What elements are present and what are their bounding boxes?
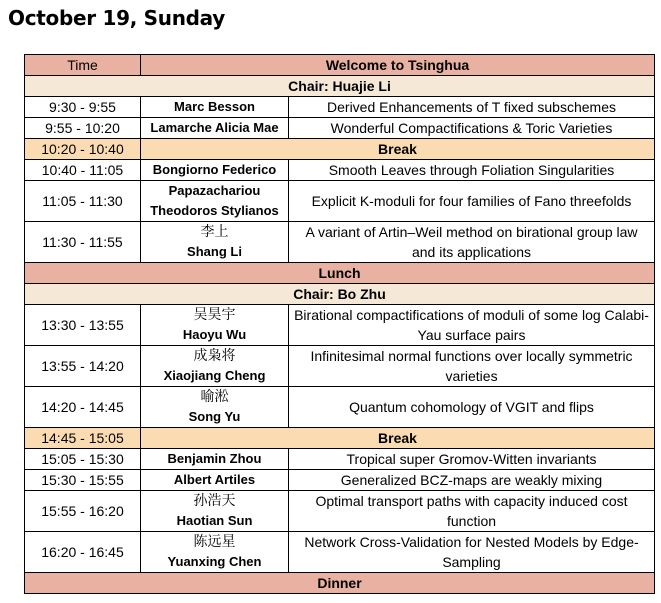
talk-time: 11:05 - 11:30 bbox=[25, 181, 141, 222]
talk-title: Tropical super Gromov-Witten invariants bbox=[289, 449, 655, 470]
welcome-header: Welcome to Tsinghua bbox=[141, 55, 655, 76]
talk-speaker bbox=[141, 532, 289, 573]
talk-title: A variant of Artin–Weil method on birational group law and its applications bbox=[289, 222, 655, 263]
talk-speaker bbox=[141, 346, 289, 387]
break-label: Break bbox=[141, 428, 655, 449]
talk-title: Explicit K-moduli for four families of Fano threefolds bbox=[289, 181, 655, 222]
talk-speaker bbox=[141, 181, 289, 222]
talk-speaker bbox=[141, 491, 289, 532]
time-header: Time bbox=[25, 55, 141, 76]
talk-time: 15:30 - 15:55 bbox=[25, 470, 141, 491]
lunch-row bbox=[25, 263, 655, 284]
talk-title: Wonderful Compactifications & Toric Varieties bbox=[289, 118, 655, 139]
talk-time: 13:30 - 13:55 bbox=[25, 305, 141, 346]
talk-time: 11:30 - 11:55 bbox=[25, 222, 141, 263]
talk-time: 9:55 - 10:20 bbox=[25, 118, 141, 139]
speaker-chinese-name: 陈远星 bbox=[193, 534, 236, 550]
talk-row bbox=[25, 491, 655, 532]
talk-speaker: Marc Besson bbox=[141, 97, 289, 118]
schedule-table bbox=[24, 54, 655, 594]
speaker-line-1: Papazachariou bbox=[168, 183, 261, 198]
session-chair: Chair: Bo Zhu bbox=[25, 284, 655, 305]
day-title: October 19, Sunday bbox=[8, 6, 225, 30]
talk-speaker: Bongiorno Federico bbox=[141, 160, 289, 181]
talk-time: 15:05 - 15:30 bbox=[25, 449, 141, 470]
talk-title: Infinitesimal normal functions over locally symmetric varieties bbox=[289, 346, 655, 387]
speaker-chinese-name: 喻淞 bbox=[200, 389, 229, 405]
lunch-label: Lunch bbox=[25, 263, 655, 284]
talk-row bbox=[25, 305, 655, 346]
talk-row bbox=[25, 222, 655, 263]
talk-title: Optimal transport paths with capacity induced cost function bbox=[289, 491, 655, 532]
talk-speaker: Albert Artiles bbox=[141, 470, 289, 491]
talk-speaker bbox=[141, 387, 289, 428]
talk-speaker: Benjamin Zhou bbox=[141, 449, 289, 470]
talk-row bbox=[25, 346, 655, 387]
session-chair-row bbox=[25, 76, 655, 97]
talk-row bbox=[25, 470, 655, 491]
talk-speaker bbox=[141, 222, 289, 263]
talk-speaker bbox=[141, 305, 289, 346]
talk-row bbox=[25, 160, 655, 181]
speaker-chinese-name: 孙浩天 bbox=[193, 493, 236, 509]
talk-row bbox=[25, 532, 655, 573]
dinner-row bbox=[25, 573, 655, 594]
session-chair-row bbox=[25, 284, 655, 305]
talk-title: Smooth Leaves through Foliation Singularities bbox=[289, 160, 655, 181]
talk-title: Network Cross-Validation for Nested Models by Edge-Sampling bbox=[289, 532, 655, 573]
speaker-name: Song Yu bbox=[188, 409, 241, 424]
speaker-name: Xiaojiang Cheng bbox=[163, 368, 266, 383]
speaker-chinese-name: 吴昊宇 bbox=[193, 307, 236, 323]
break-row bbox=[25, 428, 655, 449]
break-label: Break bbox=[141, 139, 655, 160]
talk-row bbox=[25, 97, 655, 118]
break-time: 10:20 - 10:40 bbox=[25, 139, 141, 160]
talk-row bbox=[25, 449, 655, 470]
talk-title: Derived Enhancements of T fixed subschemes bbox=[289, 97, 655, 118]
dinner-label: Dinner bbox=[25, 573, 655, 594]
speaker-name: Haoyu Wu bbox=[182, 327, 247, 342]
speaker-name: Yuanxing Chen bbox=[167, 554, 262, 569]
talk-title: Quantum cohomology of VGIT and flips bbox=[289, 387, 655, 428]
speaker-chinese-name: 成枭将 bbox=[193, 348, 236, 364]
talk-row bbox=[25, 118, 655, 139]
speaker-name: Shang Li bbox=[187, 244, 242, 259]
talk-time: 9:30 - 9:55 bbox=[25, 97, 141, 118]
break-row bbox=[25, 139, 655, 160]
talk-speaker: Lamarche Alicia Mae bbox=[141, 118, 289, 139]
talk-time: 13:55 - 14:20 bbox=[25, 346, 141, 387]
session-chair: Chair: Huajie Li bbox=[25, 76, 655, 97]
talk-title: Birational compactifications of moduli of some log Calabi-Yau surface pairs bbox=[289, 305, 655, 346]
table-header-row bbox=[25, 55, 655, 76]
talk-time: 14:20 - 14:45 bbox=[25, 387, 141, 428]
break-time: 14:45 - 15:05 bbox=[25, 428, 141, 449]
talk-title: Generalized BCZ-maps are weakly mixing bbox=[289, 470, 655, 491]
speaker-name: Haotian Sun bbox=[176, 513, 253, 528]
talk-time: 16:20 - 16:45 bbox=[25, 532, 141, 573]
talk-time: 10:40 - 11:05 bbox=[25, 160, 141, 181]
speaker-line-2: Theodoros Stylianos bbox=[150, 203, 279, 218]
talk-row bbox=[25, 387, 655, 428]
speaker-chinese-name: 李上 bbox=[200, 224, 229, 240]
talk-time: 15:55 - 16:20 bbox=[25, 491, 141, 532]
talk-row bbox=[25, 181, 655, 222]
